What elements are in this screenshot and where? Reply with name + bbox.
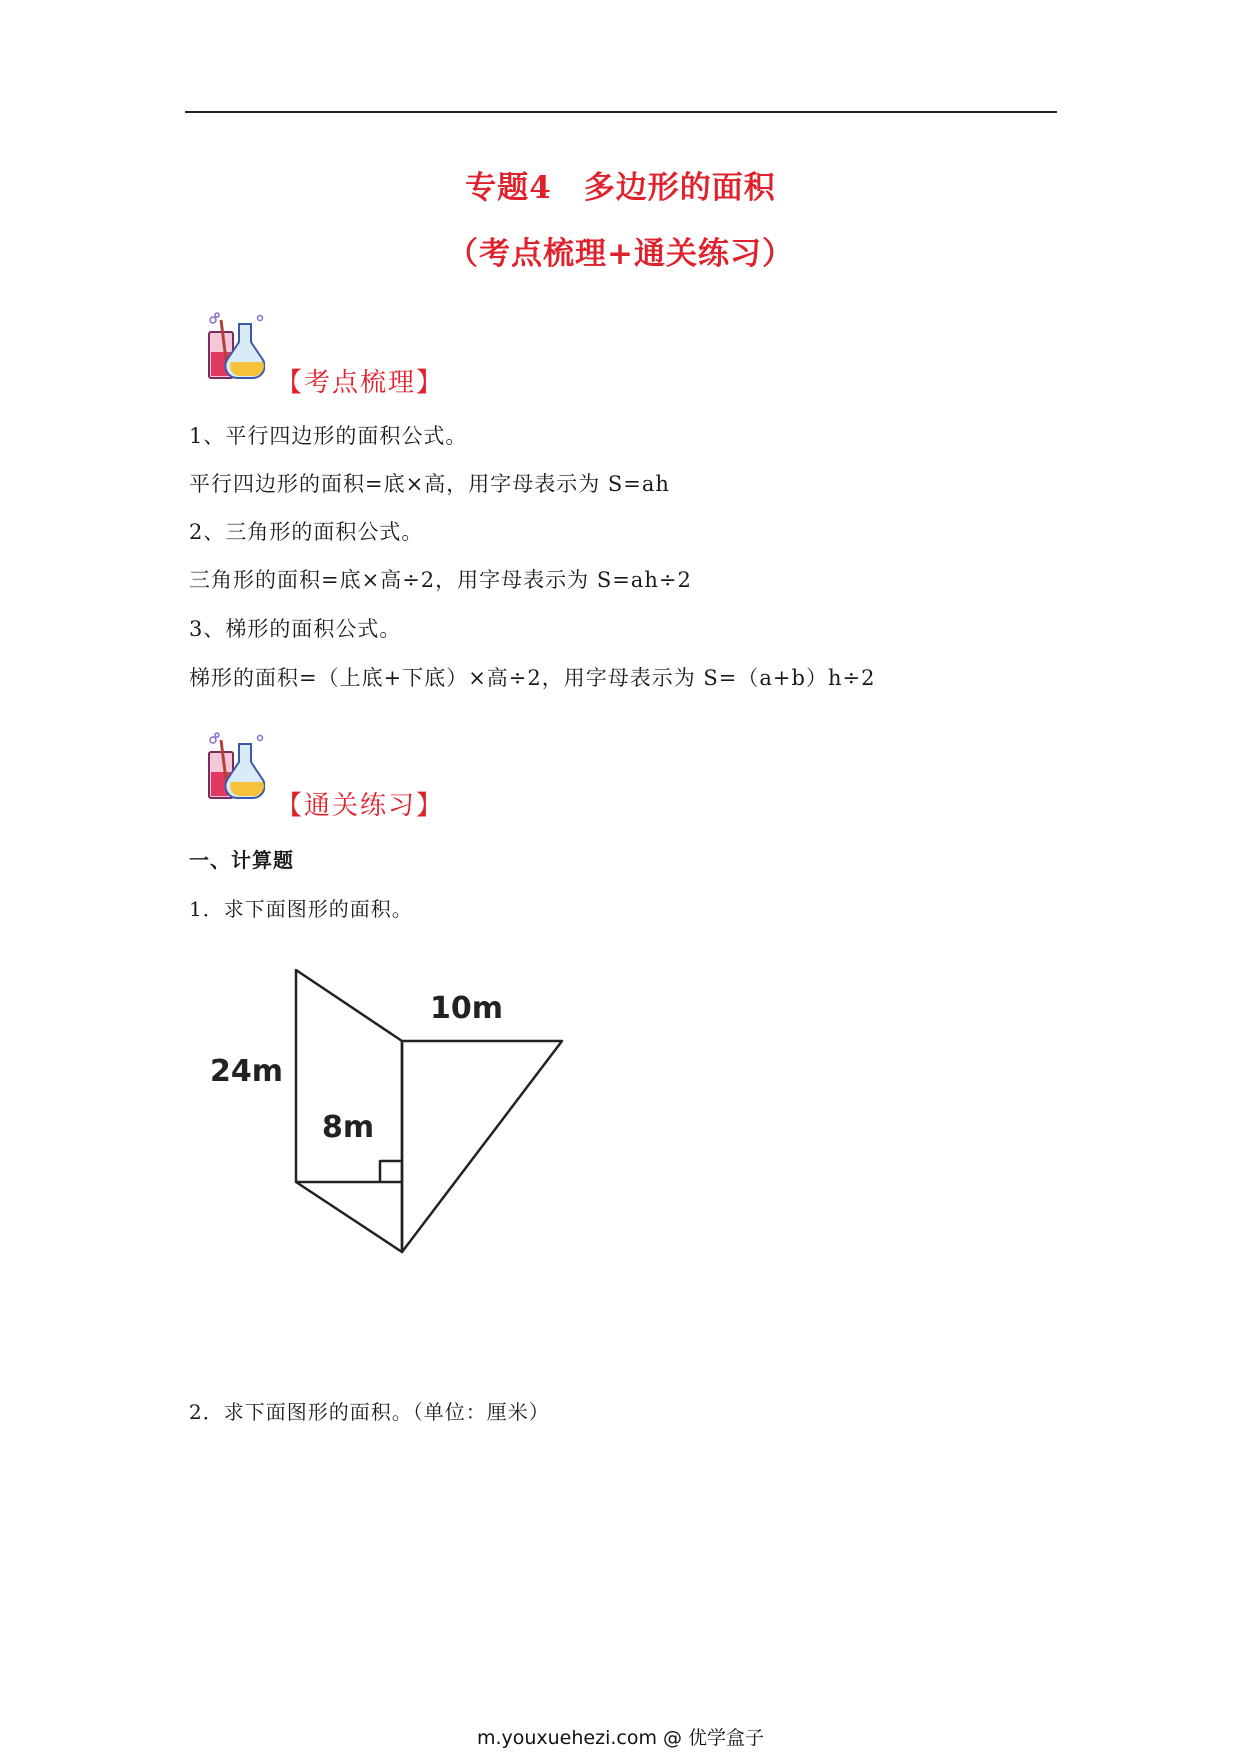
- header-rule: [185, 111, 1057, 113]
- review-line-2: 平行四边形的面积=底×高，用字母表示为 S=ah: [189, 472, 670, 496]
- figure-polygon: [190, 955, 590, 1275]
- review-line-1: 1、平行四边形的面积公式。: [189, 424, 468, 448]
- question-2: 2．求下面图形的面积。（单位：厘米）: [189, 1400, 550, 1424]
- lab-flask-icon: [205, 730, 265, 805]
- right-angle-mark: [380, 1161, 402, 1182]
- question-1: 1．求下面图形的面积。: [189, 897, 413, 921]
- page-subtitle: （考点梳理+通关练习）: [447, 236, 794, 272]
- right-triangle: [402, 1041, 562, 1252]
- label-8m: 8m: [322, 1110, 375, 1145]
- review-line-4: 三角形的面积=底×高÷2，用字母表示为 S=ah÷2: [189, 568, 692, 592]
- page-title: 专题4 多边形的面积: [465, 170, 776, 206]
- section-heading-practice: 【通关练习】: [276, 791, 445, 821]
- footer-text: m.youxuehezi.com @ 优学盒子: [476, 1727, 765, 1749]
- label-24m: 24m: [210, 1054, 284, 1089]
- section-heading-review: 【考点梳理】: [276, 368, 445, 398]
- review-line-6: 梯形的面积=（上底+下底）×高÷2，用字母表示为 S=（a+b）h÷2: [189, 666, 876, 690]
- lab-flask-icon: [205, 310, 265, 385]
- review-line-3: 2、三角形的面积公式。: [189, 520, 424, 544]
- review-line-5: 3、梯形的面积公式。: [189, 617, 402, 641]
- part-title: 一、计算题: [189, 848, 294, 872]
- label-10m: 10m: [430, 991, 504, 1026]
